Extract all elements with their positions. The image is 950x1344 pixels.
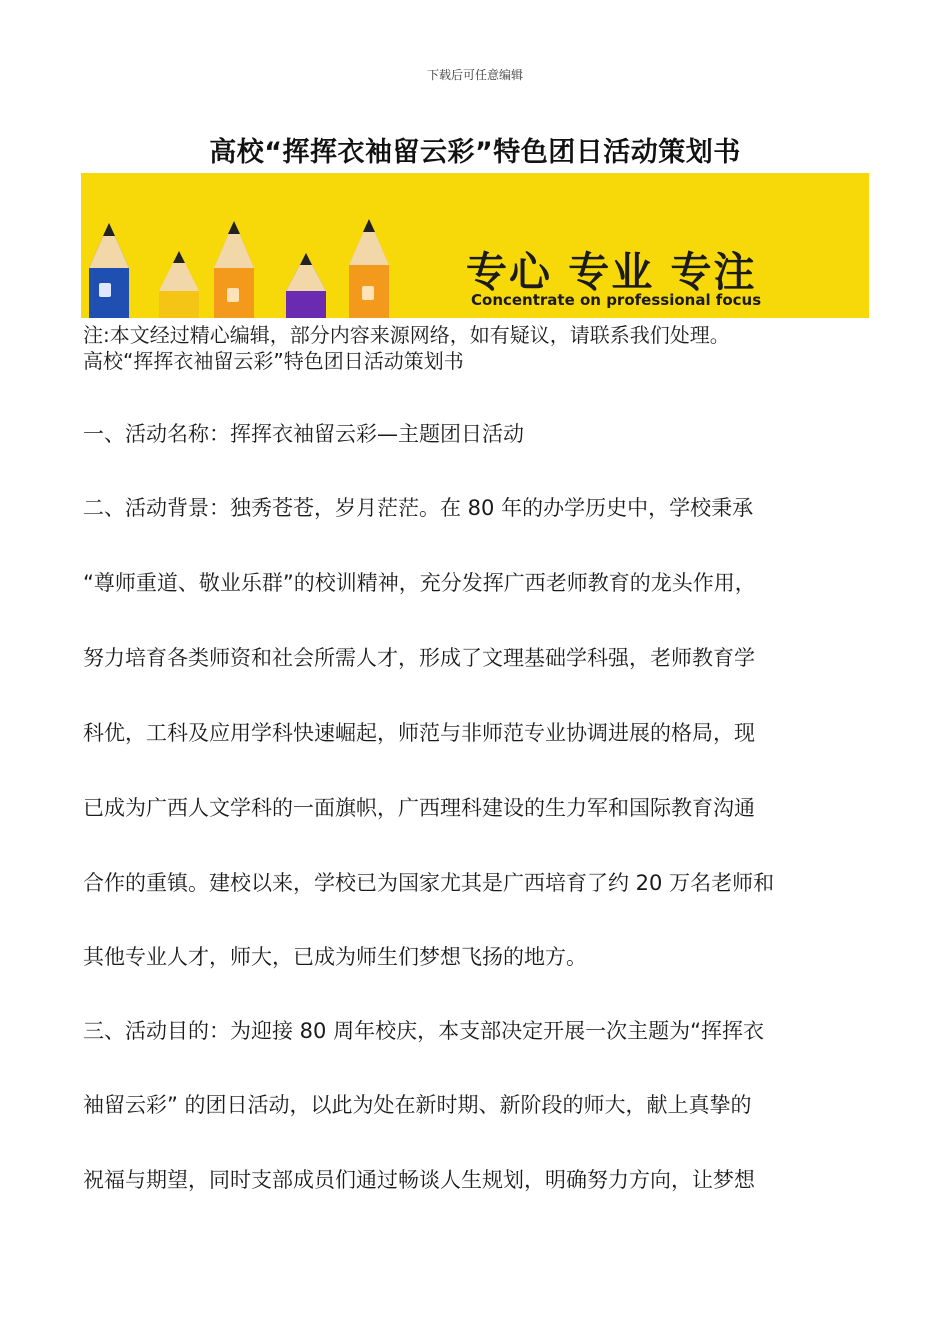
banner-image [81, 173, 869, 318]
body-line: 科优，工科及应用学科快速崛起，师范与非师范专业协调进展的格局，现 [83, 721, 755, 745]
body-line: “尊师重道、敬业乐群”的校训精神，充分发挥广西老师教育的龙头作用， [83, 571, 756, 595]
body-line: 袖留云彩” 的团日活动，以此为处在新时期、新阶段的师大，献上真挚的 [83, 1093, 752, 1117]
body-line: 努力培育各类师资和社会所需人才，形成了文理基础学科强，老师教育学 [83, 646, 755, 670]
header-note: 下载后可任意编辑 [426, 68, 523, 82]
notice-line: 注:本文经过精心编辑，部分内容来源网络，如有疑议，请联系我们处理。 [83, 323, 730, 347]
banner-slogan: 专心 专业 专注 [466, 248, 757, 296]
body-line: 合作的重镇。建校以来，学校已为国家尤其是广西培育了约 20 万名老师和 [83, 871, 775, 895]
banner-subtitle: Concentrate on professional focus [471, 291, 762, 309]
pencils-illustration [81, 173, 461, 318]
body-line: 其他专业人才，师大，已成为师生们梦想飞扬的地方。 [83, 945, 587, 969]
yellow-pencil-icon [159, 251, 199, 318]
body-line: 三、活动目的：为迎接 80 周年校庆，本支部决定开展一次主题为“挥挥衣 [83, 1019, 764, 1043]
document-title: 高校“挥挥衣袖留云彩”特色团日活动策划书 [209, 137, 741, 168]
body-line: 二、活动背景：独秀苍苍，岁月茫茫。在 80 年的办学历史中，学校秉承 [83, 496, 754, 520]
notice-title-line: 高校“挥挥衣袖留云彩”特色团日活动策划书 [83, 349, 464, 373]
notice-block [83, 322, 883, 374]
blue-pencil-icon [89, 223, 129, 318]
body-line: 已成为广西人文学科的一面旗帜，广西理科建设的生力军和国际教育沟通 [83, 796, 755, 820]
body-line: 一、活动名称：挥挥衣袖留云彩—主题团日活动 [83, 422, 524, 446]
orange-pencil-2-icon [349, 219, 389, 318]
purple-pencil-icon [286, 253, 326, 318]
body-line: 祝福与期望，同时支部成员们通过畅谈人生规划，明确努力方向，让梦想 [83, 1168, 755, 1192]
orange-pencil-icon [214, 221, 254, 318]
